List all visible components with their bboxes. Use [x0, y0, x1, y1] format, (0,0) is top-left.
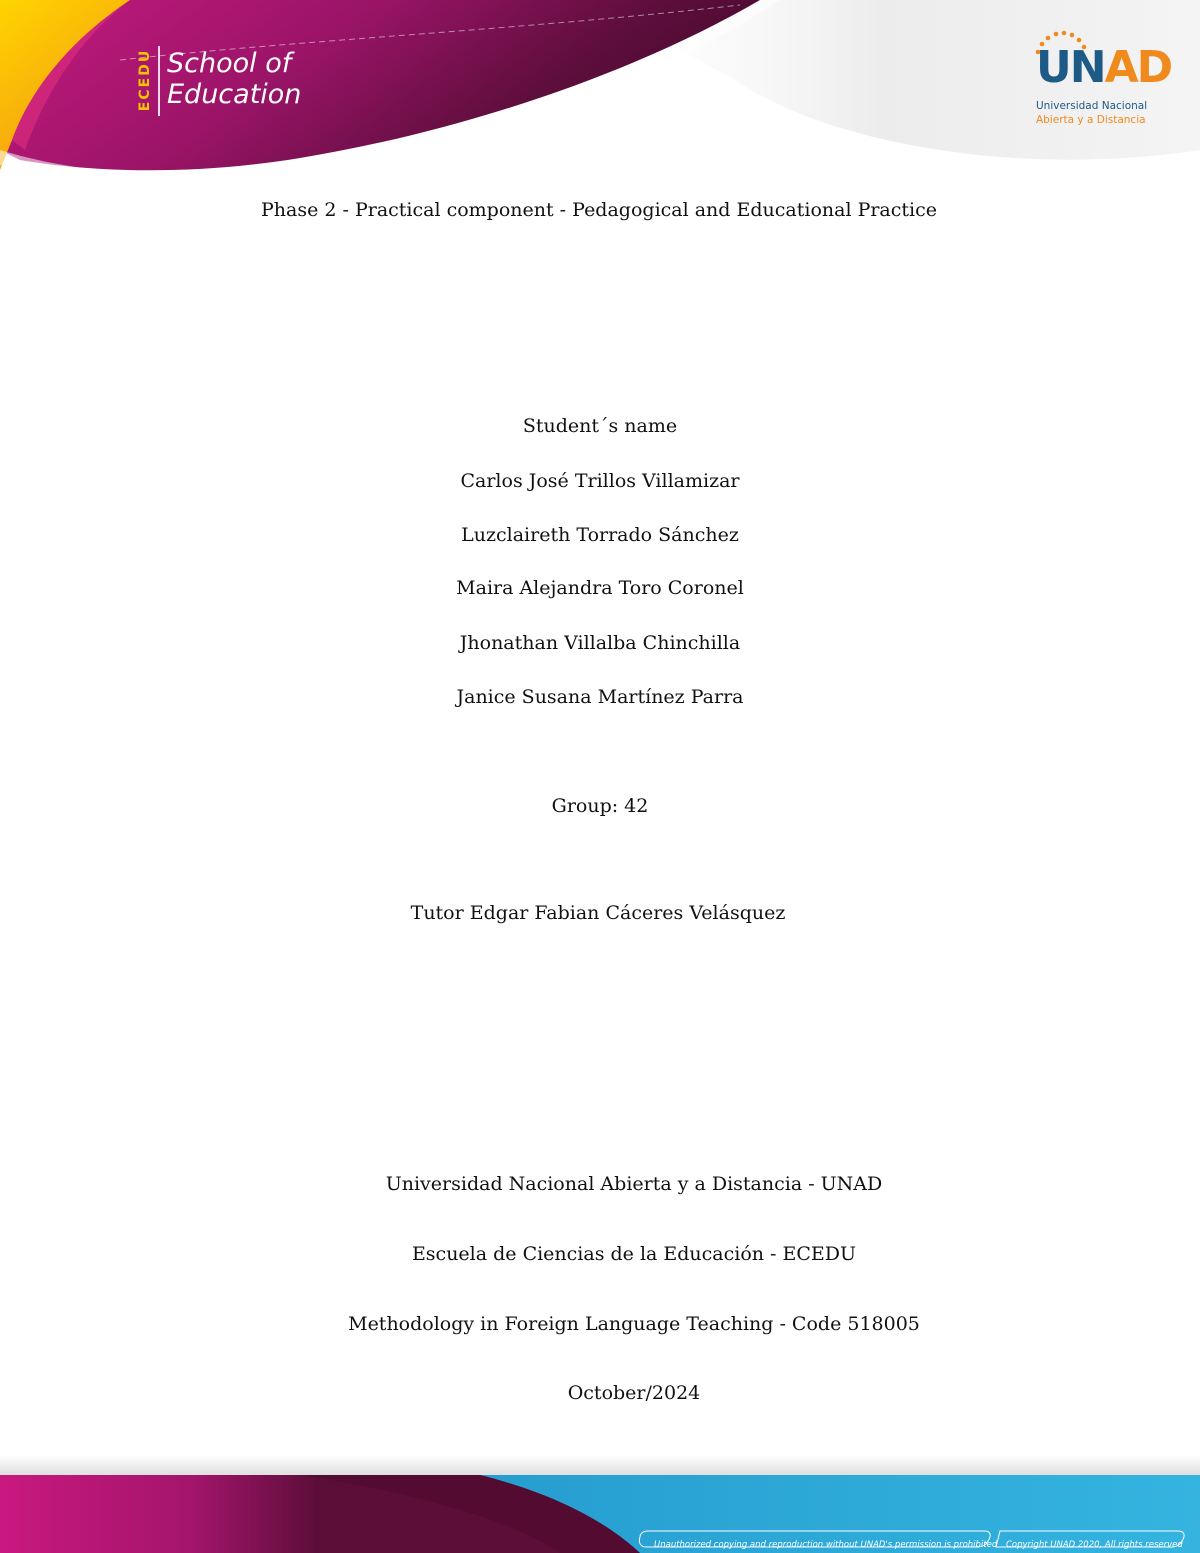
school-name-line: Escuela de Ciencias de la Educación - ECEDU [411, 1243, 857, 1265]
document-title: Phase 2 - Practical component - Pedagogical and Educational Practice [260, 199, 937, 221]
document-date: October/2024 [567, 1382, 701, 1404]
group-number: Group: 42 [551, 795, 649, 817]
student-name: Maira Alejandra Toro Coronel [456, 577, 744, 599]
logo-divider [158, 46, 160, 116]
unad-wordmark: UNAD [1036, 42, 1172, 93]
student-name: Luzclaireth Torrado Sánchez [461, 524, 739, 546]
student-name: Jhonathan Villalba Chinchilla [459, 632, 741, 654]
unad-subtitle-1: Universidad Nacional [1036, 100, 1148, 112]
student-name: Janice Susana Martínez Parra [456, 686, 744, 708]
footer-banner [0, 1455, 1200, 1553]
footer-notice: Unauthorized copying and reproduction without UNAD's permission is prohibited [654, 1540, 998, 1550]
tutor-name: Tutor Edgar Fabian Cáceres Velásquez [410, 902, 786, 924]
ecedu-vertical-label: ECEDU [137, 48, 153, 112]
unad-logo [1030, 30, 1170, 130]
school-name: School of Education [167, 48, 302, 110]
footer-copyright: Copyright UNAD 2020, All rights reserved [1006, 1540, 1183, 1550]
course-name: Methodology in Foreign Language Teaching - Code 518005 [348, 1313, 920, 1335]
university-name: Universidad Nacional Abierta y a Distancia - UNAD [385, 1173, 883, 1195]
unad-subtitle-2: Abierta y a Distancia [1036, 114, 1146, 126]
student-name: Carlos José Trillos Villamizar [460, 470, 740, 492]
students-label: Student´s name [522, 415, 678, 437]
